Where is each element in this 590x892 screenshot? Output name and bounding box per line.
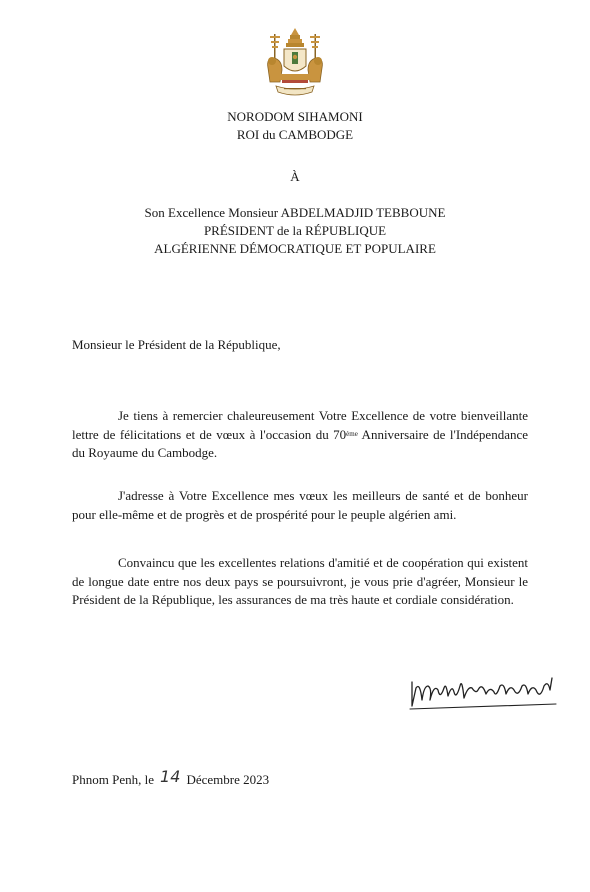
body-paragraph-1-superscript: ème [346, 429, 358, 438]
recipient-prefix: Son Excellence Monsieur [144, 205, 281, 220]
handwritten-signature-icon [406, 672, 562, 712]
body-paragraph-1-text-a: Je tiens à remercier chaleureusement Votre Excellence de votre bienveillante lettre de félicitations et de vœux à l'occasion du 70 [72, 408, 528, 442]
recipient-name: ABDELMADJID TEBBOUNE [280, 205, 446, 220]
dateline-place: Phnom Penh, le [72, 772, 154, 787]
royal-coat-of-arms-icon [262, 28, 328, 100]
salutation: Monsieur le Président de la République, [72, 337, 281, 352]
body-paragraph-1 [72, 407, 528, 463]
dateline [72, 767, 270, 788]
body-paragraph-2: J'adresse à Votre Excellence mes vœux les meilleurs de santé et de bonheur pour elle-même et de progrès et de prospérité pour le peuple algérien ami. [72, 488, 528, 522]
sender-name: NORODOM SIHAMONI [227, 109, 363, 124]
recipient-line-3: ALGÉRIENNE DÉMOCRATIQUE ET POPULAIRE [154, 241, 436, 256]
body-paragraph-1-text-b: Anniversaire de l'Indépendance du Royaume du Cambodge. [72, 426, 529, 460]
dateline-month-year: Décembre 2023 [186, 772, 270, 787]
recipient-line-1 [0, 204, 590, 221]
dateline-day: 14 [160, 767, 181, 786]
to-label: À [290, 169, 300, 184]
sender-title: ROI du CAMBODGE [236, 127, 354, 142]
recipient-line-2: PRÉSIDENT de la RÉPUBLIQUE [203, 223, 387, 238]
body-paragraph-3: Convaincu que les excellentes relations d'amitié et de coopération qui existent de longue date entre nos deux pays se poursuivront, je vous prie d'agréer, Monsieur le Président de la République, les assurances de ma très haute et cordiale considération. [72, 555, 528, 607]
